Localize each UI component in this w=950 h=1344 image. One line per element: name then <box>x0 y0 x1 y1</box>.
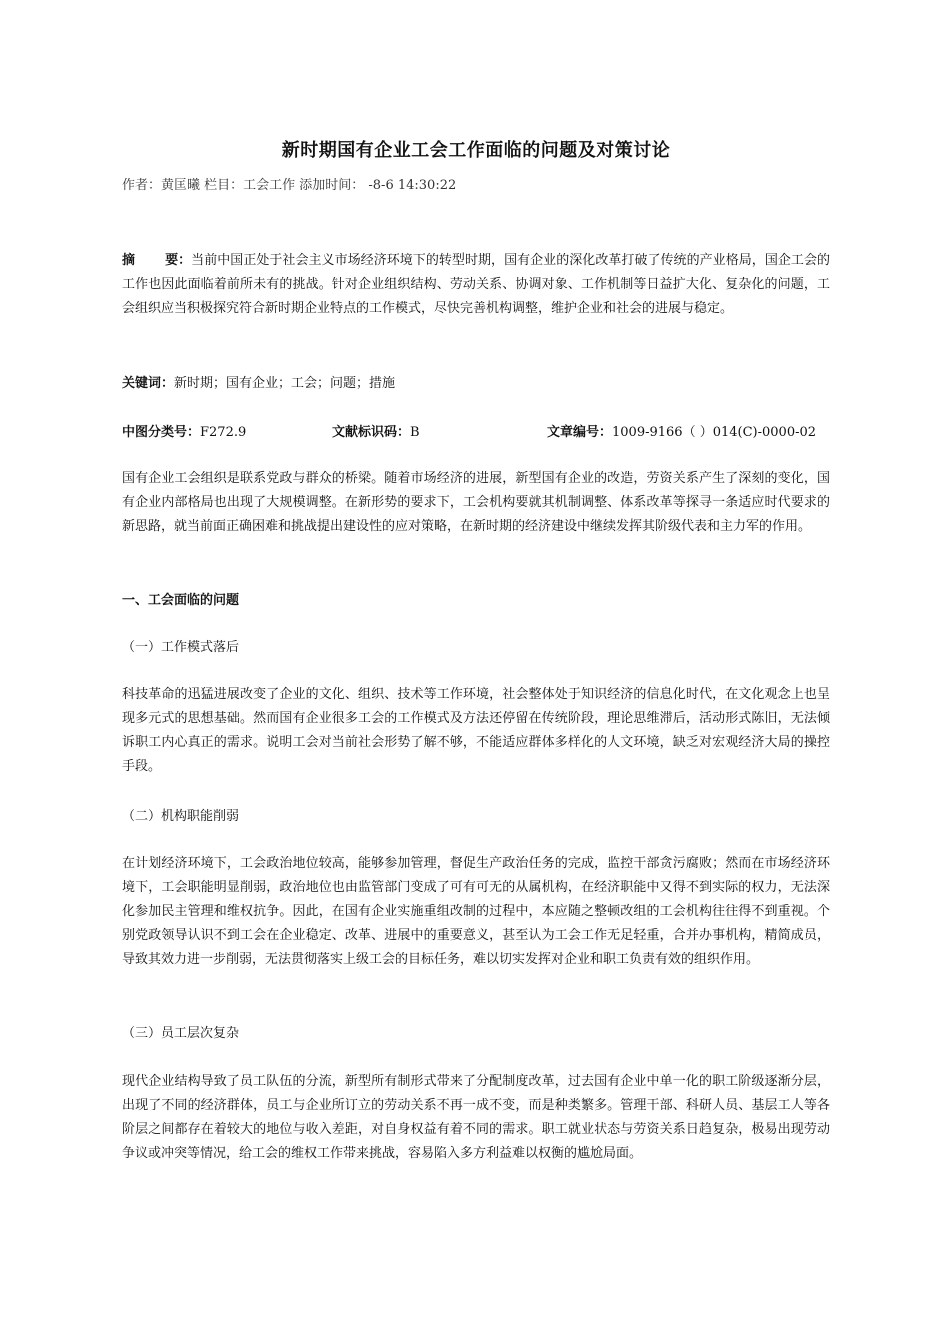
article-no-label: 文章编号： <box>547 425 613 440</box>
keywords-text: 新时期；国有企业；工会；问题；措施 <box>174 376 396 391</box>
clc-label: 中图分类号： <box>122 425 201 440</box>
intro-paragraph: 国有企业工会组织是联系党政与群众的桥梁。随着市场经济的进展，新型国有企业的改造，劳资关系产生了深刻的变化，国有企业内部格局也出现了大规模调整。在新形势的要求下，工会机构要就其机制调整、体系改革等探寻一条适应时代要求的新思路，就当前面正确困难和挑战提出建设性的应对策略，在新时期的经济建设中继续发挥其阶级代表和主力军的作用。 <box>122 471 830 534</box>
section-heading: 一、工会面临的问题 <box>122 593 240 608</box>
article-no-value: 1009-9166（ ）014(C)-0000-02 <box>612 425 817 440</box>
classification-line <box>122 421 830 445</box>
subsection-paragraph-3: 现代企业结构导致了员工队伍的分流，新型所有制形式带来了分配制度改革，过去国有企业中单一化的职工阶级逐渐分层，出现了不同的经济群体，员工与企业所订立的劳动关系不再一成不变，而是种类繁多。管理干部、科研人员、基层工人等各阶层之间都存在着较大的地位与收入差距，对自身权益有着不同的需求。职工就业状态与劳资关系日趋复杂，极易出现劳动争议或冲突等情况，给工会的维权工作带来挑战，容易陷入多方利益难以权衡的尴尬局面。 <box>122 1074 830 1161</box>
subsection-heading-3: （三）员工层次复杂 <box>122 1026 240 1041</box>
subsection-paragraph-1: 科技革命的迅猛进展改变了企业的文化、组织、技术等工作环境，社会整体处于知识经济的信息化时代，在文化观念上也呈现多元式的思想基础。然而国有企业很多工会的工作模式及方法还停留在传统阶段，理论思维滞后，活动形式陈旧，无法倾诉职工内心真正的需求。说明工会对当前社会形势了解不够，不能适应群体多样化的人文环境，缺乏对宏观经济大局的操控手段。 <box>122 687 830 774</box>
abstract <box>122 249 830 321</box>
abstract-label-first: 摘 <box>122 253 136 268</box>
abstract-label-second: 要： <box>165 253 192 268</box>
abstract-text: 当前中国正处于社会主义市场经济环境下的转型时期，国有企业的深化改革打破了传统的产业格局，国企工会的工作也因此面临着前所未有的挑战。针对企业组织结构、劳动关系、协调对象、工作机制等日益扩大化、复杂化的问题，工会组织应当积极探究符合新时期企业特点的工作模式，尽快完善机构调整，维护企业和社会的进展与稳定。 <box>122 253 830 316</box>
doc-code-label: 文献标识码： <box>332 425 411 440</box>
subsection-heading-1: （一）工作模式落后 <box>122 640 240 655</box>
subsection-paragraph-2: 在计划经济环境下，工会政治地位较高，能够参加管理，督促生产政治任务的完成，监控干部贪污腐败；然而在市场经济环境下，工会职能明显削弱，政治地位也由监管部门变成了可有可无的从属机构，在经济职能中又得不到实际的权力，无法深化参加民主管理和维权抗争。因此，在国有企业实施重组改制的过程中，本应随之整顿改组的工会机构往往得不到重视。个别党政领导认识不到工会在企业稳定、改革、进展中的重要意义，甚至认为工会工作无足轻重，合并办事机构，精简成员，导致其效力进一步削弱，无法贯彻落实上级工会的目标任务，难以切实发挥对企业和职工负责有效的组织作用。 <box>122 856 830 967</box>
keywords-label: 关键词： <box>122 376 175 391</box>
article-number <box>547 421 816 445</box>
clc-value: F272.9 <box>200 425 247 440</box>
clc-number <box>122 421 246 445</box>
article-meta: 作者：黄匡曦 栏目：工会工作 添加时间： -8-6 14:30:22 <box>122 178 457 193</box>
abstract-label <box>122 253 191 268</box>
document-code <box>332 421 420 445</box>
keywords <box>122 372 830 396</box>
subsection-heading-2: （二）机构职能削弱 <box>122 809 240 824</box>
article-title: 新时期国有企业工会工作面临的问题及对策讨论 <box>281 140 671 161</box>
doc-code-value: B <box>410 425 420 440</box>
